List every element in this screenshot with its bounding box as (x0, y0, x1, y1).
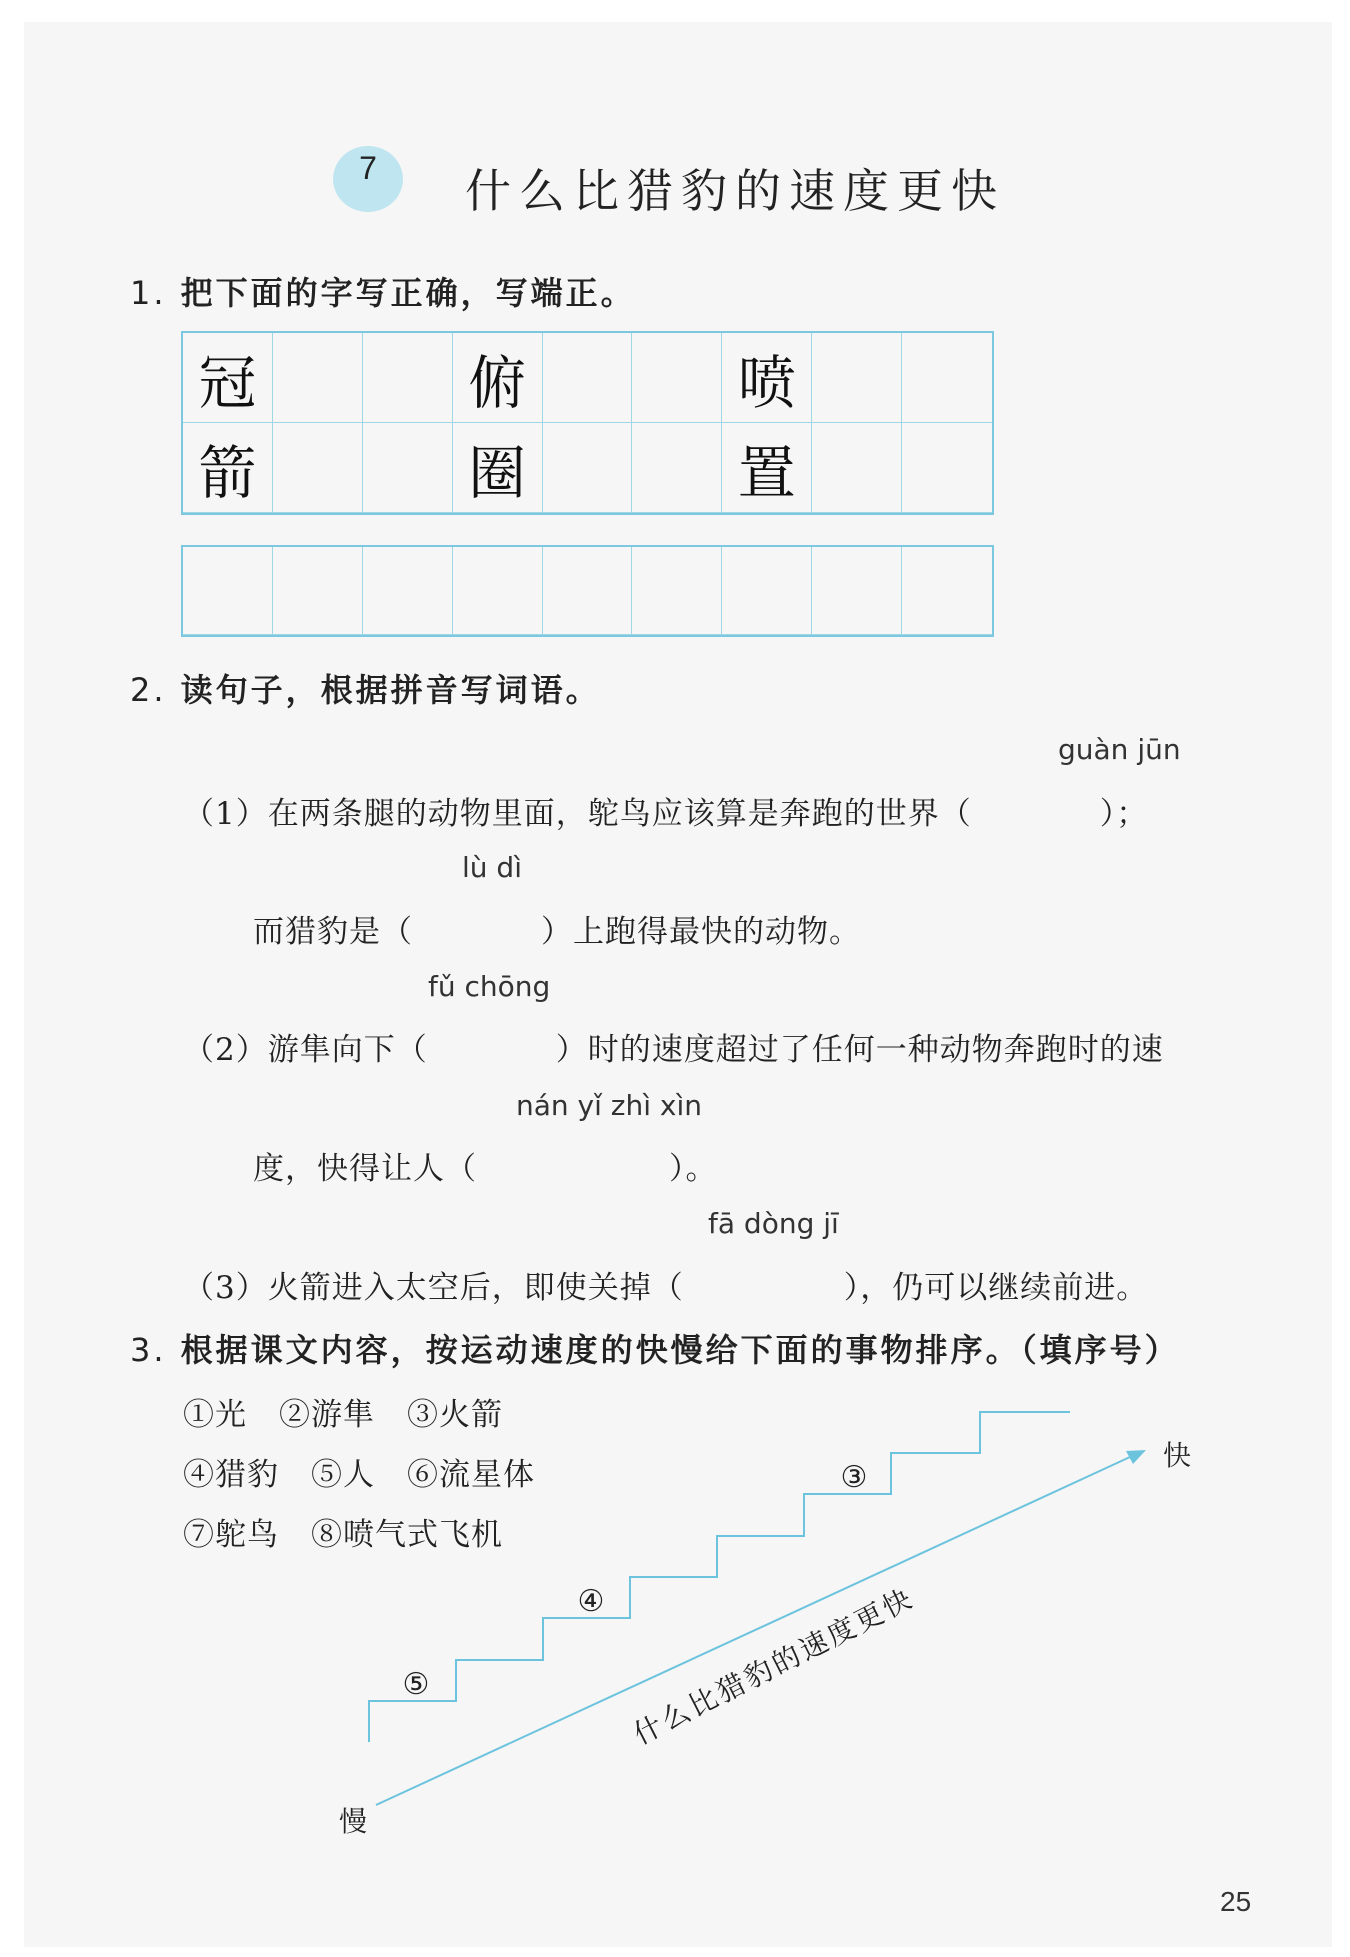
sentence-line: （1）在两条腿的动物里面，鸵鸟应该算是奔跑的世界（ ）； (183, 796, 1149, 832)
question-instruction: 把下面的字写正确，写端正。 (180, 274, 636, 312)
grid-cell: 置 (722, 423, 812, 513)
speed-arrow (376, 1457, 1130, 1805)
page-title: 什么比猎豹的速度更快 (465, 164, 1005, 218)
option-line: ④猎豹 ⑤人 ⑥流星体 (183, 1457, 535, 1493)
slow-label: 慢 (339, 1805, 368, 1838)
question-number: 2. (130, 671, 167, 709)
question-instruction: 根据课文内容，按运动速度的快慢给下面的事物排序。（填序号） (180, 1331, 1180, 1369)
sentence-line: 而猎豹是（ ）上跑得最快的动物。 (253, 914, 861, 950)
fast-label: 快 (1163, 1439, 1192, 1472)
option-line: ①光 ②游隼 ③火箭 (183, 1397, 503, 1433)
grid-cell: 俯 (453, 333, 543, 423)
step-answer-5: ⑤ (402, 1667, 430, 1702)
pinyin-hint: nán yǐ zhì xìn (516, 1089, 703, 1122)
sentence-line: （2）游隼向下（ ）时的速度超过了任何一种动物奔跑时的速 (183, 1032, 1164, 1068)
pinyin-hint: guàn jūn (1058, 733, 1181, 766)
pinyin-hint: lù dì (462, 851, 522, 884)
sentence-line: （3）火箭进入太空后，即使关掉（ ），仍可以继续前进。 (183, 1270, 1149, 1306)
pinyin-hint: fā dòng jī (708, 1207, 839, 1240)
question-number: 1. (130, 274, 167, 312)
sentence-line: 度，快得让人（ ）。 (253, 1151, 718, 1187)
page-number: 25 (1220, 1886, 1252, 1917)
question-instruction: 读句子，根据拼音写词语。 (180, 671, 601, 709)
grid-cell: 圈 (453, 423, 543, 513)
step-answer-4: ④ (577, 1584, 605, 1619)
option-line: ⑦鸵鸟 ⑧喷气式飞机 (183, 1517, 503, 1553)
step-answer-3: ③ (840, 1460, 868, 1495)
lesson-number: 7 (359, 150, 377, 186)
grid-cell: 喷 (722, 333, 812, 423)
question-number: 3. (130, 1331, 167, 1369)
grid-cell: 冠 (183, 333, 273, 423)
arrow-caption: 什么比猎豹的速度更快 (628, 1581, 920, 1752)
pinyin-hint: fǔ chōng (428, 970, 551, 1003)
grid-cell: 箭 (183, 423, 273, 513)
